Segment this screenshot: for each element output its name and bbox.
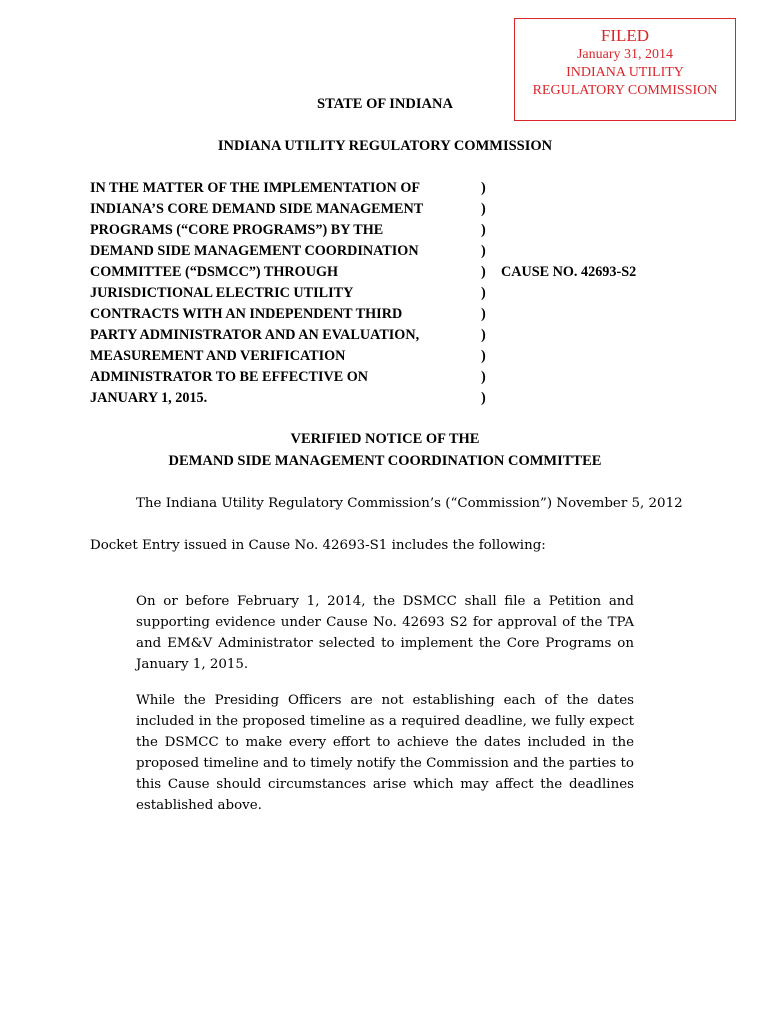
caption-paren: ) [481, 306, 486, 322]
caption-paren: ) [481, 390, 486, 406]
stamp-title: FILED [600, 26, 650, 45]
caption-paren: ) [481, 285, 486, 301]
quote-line: included in the proposed timeline as a required deadline, we fully expect [136, 714, 634, 729]
caption-paren: ) [481, 222, 486, 238]
caption-line: PARTY ADMINISTRATOR AND AN EVALUATION, [90, 327, 420, 343]
quote-line: and EM&V Administrator selected to implement the Core Programs on [136, 636, 634, 651]
caption-line: ADMINISTRATOR TO BE EFFECTIVE ON [90, 369, 369, 385]
caption-paren: ) [481, 180, 486, 196]
quote-line: supporting evidence under Cause No. 42693 S2 for approval of the TPA [136, 615, 634, 630]
caption-line: INDIANA’S CORE DEMAND SIDE MANAGEMENT [90, 201, 424, 217]
cause-number: CAUSE NO. 42693-S2 [501, 264, 637, 280]
state-heading: STATE OF INDIANA [317, 96, 453, 112]
caption-line: IN THE MATTER OF THE IMPLEMENTATION OF [90, 180, 421, 196]
caption-line: PROGRAMS (“CORE PROGRAMS”) BY THE [90, 222, 384, 238]
case-caption [90, 178, 500, 409]
quote-paragraph-1 [136, 591, 634, 675]
caption-paren: ) [481, 348, 486, 364]
commission-heading: INDIANA UTILITY REGULATORY COMMISSION [217, 138, 553, 154]
caption-paren-column [481, 178, 493, 409]
stamp-date: January 31, 2014 [576, 47, 674, 62]
stamp-org-line-1: INDIANA UTILITY [566, 65, 684, 80]
intro-line-1: The Indiana Utility Regulatory Commission’s (“Commission”) November 5, 2012 [136, 496, 683, 511]
caption-line: DEMAND SIDE MANAGEMENT COORDINATION [90, 243, 419, 259]
caption-line: CONTRACTS WITH AN INDEPENDENT THIRD [90, 306, 403, 322]
quote-paragraph-2 [136, 690, 634, 816]
quote-line: established above. [136, 798, 262, 813]
intro-line-2: Docket Entry issued in Cause No. 42693-S1 includes the following: [90, 538, 546, 553]
quote-line: this Cause should circumstances arise which may affect the deadlines [136, 777, 634, 792]
caption-line: MEASUREMENT AND VERIFICATION [90, 348, 346, 364]
stamp-org-line-2: REGULATORY COMMISSION [532, 83, 718, 98]
caption-paren: ) [481, 243, 486, 259]
quote-line: proposed timeline and to timely notify the Commission and the parties to [136, 756, 634, 771]
caption-line: COMMITTEE (“DSMCC”) THROUGH [90, 264, 339, 280]
quote-line: On or before February 1, 2014, the DSMCC shall file a Petition and [136, 594, 634, 609]
quote-line: While the Presiding Officers are not establishing each of the dates [136, 693, 634, 708]
quote-line: January 1, 2015. [136, 657, 249, 672]
notice-title-line-2: DEMAND SIDE MANAGEMENT COORDINATION COMMITTEE [168, 453, 602, 469]
quote-line: the DSMCC to make every effort to achieve the dates included in the [136, 735, 634, 750]
caption-paren: ) [481, 201, 486, 217]
caption-paren: ) [481, 264, 486, 280]
notice-title-line-1: VERIFIED NOTICE OF THE [290, 431, 480, 447]
caption-line: JURISDICTIONAL ELECTRIC UTILITY [90, 285, 354, 301]
caption-line: JANUARY 1, 2015. [90, 390, 208, 406]
caption-paren: ) [481, 369, 486, 385]
caption-paren: ) [481, 327, 486, 343]
